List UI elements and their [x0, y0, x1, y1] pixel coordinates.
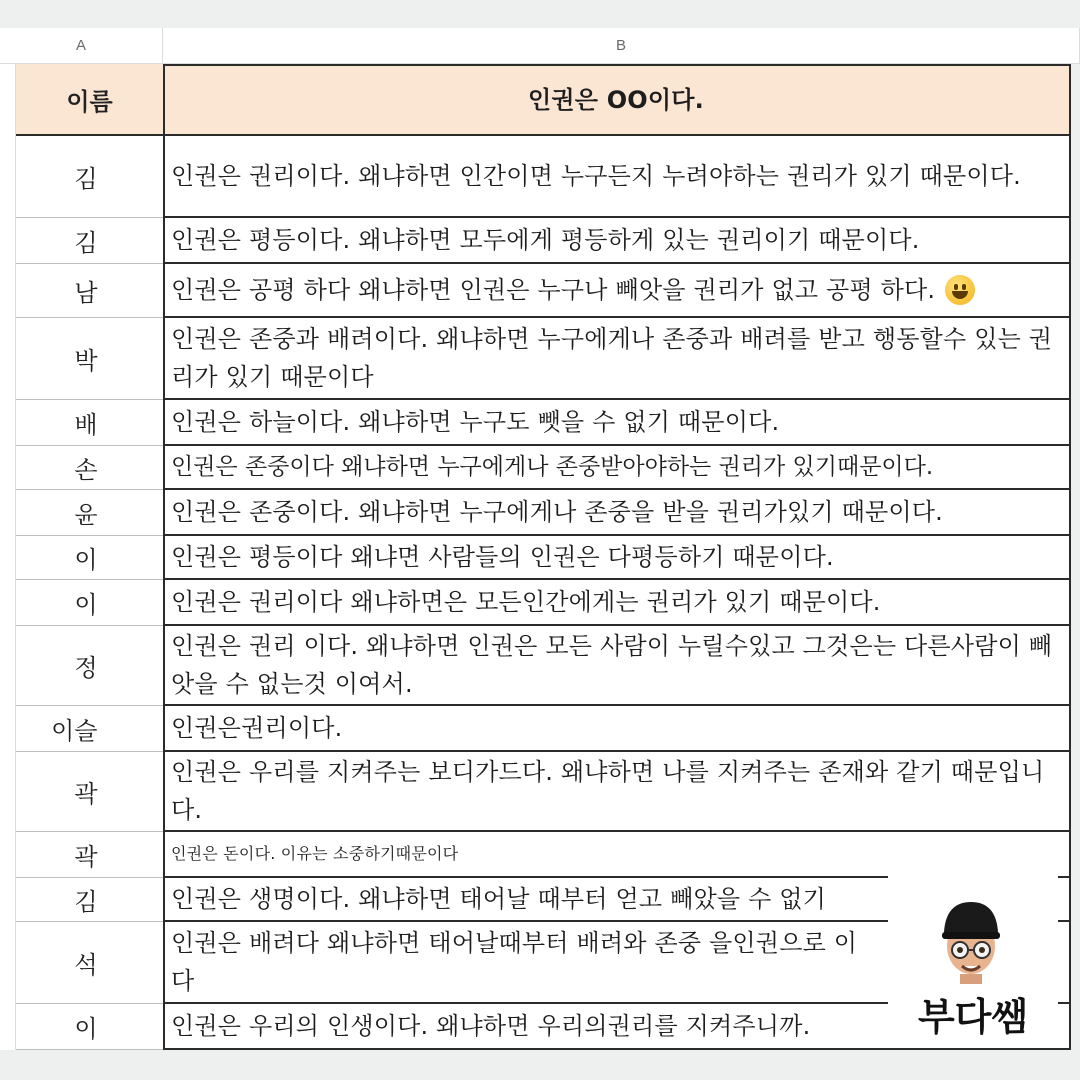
name-text: 정	[74, 654, 98, 682]
name-cell[interactable]	[16, 832, 163, 878]
name-text: 박	[74, 347, 98, 375]
grinning-face-icon	[945, 275, 975, 305]
header-row	[16, 64, 1080, 136]
bottom-strip	[0, 1050, 1080, 1080]
table-row	[16, 218, 1080, 264]
answer-cell[interactable]	[163, 218, 1071, 264]
answer-text: 인권은 우리의 인생이다. 왜냐하면 우리의권리를 지켜주니까.	[171, 1012, 811, 1040]
memoji-avatar-icon	[938, 896, 1004, 984]
answer-text: 인권은 우리를 지켜주는 보디가드다. 왜냐하면 나를 지켜주는 존재와 같기 때문입니다.	[171, 758, 1045, 824]
answer-cell[interactable]	[163, 400, 1071, 446]
answer-text: 인권은 존중이다 왜냐하면 누구에게나 존중받아야하는 권리가 있기때문이다.	[171, 454, 934, 480]
answer-text: 인권은 권리이다. 왜냐하면 인간이면 누구든지 누려야하는 권리가 있기 때문이다.	[171, 162, 1021, 190]
answer-text: 인권은 권리이다 왜냐하면은 모든인간에게는 권리가 있기 때문이다.	[171, 588, 881, 616]
column-header-b[interactable]: B	[163, 28, 1080, 64]
name-text: 석	[74, 951, 98, 979]
answer-text: 인권은권리이다.	[171, 714, 343, 742]
name-cell[interactable]	[16, 1004, 163, 1050]
name-cell[interactable]	[16, 446, 163, 490]
header-cell-answer[interactable]	[163, 64, 1071, 136]
table-row	[16, 706, 1080, 752]
answer-text: 인권은 생명이다. 왜냐하면 태어날 때부터 얻고 빼았을 수 없기	[171, 885, 827, 913]
answer-cell[interactable]	[163, 706, 1071, 752]
table-row	[16, 318, 1080, 400]
creator-badge	[888, 868, 1058, 1048]
name-cell[interactable]	[16, 400, 163, 446]
answer-text: 인권은 배려다 왜냐하면 태어날때부터 배려와 존중 을인권으로 이다	[171, 929, 858, 995]
name-cell[interactable]	[16, 536, 163, 580]
row-number-gutter	[0, 64, 16, 1052]
answer-text: 인권은 평등이다. 왜냐하면 모두에게 평등하게 있는 권리이기 때문이다.	[171, 226, 920, 254]
name-cell[interactable]	[16, 922, 163, 1004]
name-text: 이	[74, 1015, 98, 1043]
name-text: 김	[74, 229, 98, 257]
header-cell-name[interactable]	[16, 64, 163, 136]
table-row	[16, 446, 1080, 490]
answer-cell[interactable]	[163, 752, 1071, 832]
name-cell[interactable]	[16, 752, 163, 832]
name-text: 이	[74, 546, 98, 574]
header-name-text: 이름	[66, 87, 113, 116]
name-text: 이	[74, 591, 98, 619]
answer-text: 인권은 존중과 배려이다. 왜냐하면 누구에게나 존중과 배려를 받고 행동할수 있는 권리가 있기 때문이다	[171, 325, 1053, 391]
table-row	[16, 490, 1080, 536]
answer-text: 인권은 돈이다. 이유는 소중하기때문이다	[171, 844, 459, 863]
header-answer-text: 인권은 OO이다.	[528, 86, 704, 114]
name-cell[interactable]	[16, 218, 163, 264]
name-text: 김	[74, 165, 98, 193]
table-row	[16, 136, 1080, 218]
name-cell[interactable]	[16, 318, 163, 400]
name-text: 손	[74, 456, 98, 484]
name-cell[interactable]	[16, 264, 163, 318]
badge-label: 부다쌤	[917, 995, 1029, 1039]
name-cell[interactable]	[16, 878, 163, 922]
answer-cell[interactable]	[163, 446, 1071, 490]
column-header-bar	[0, 28, 1080, 64]
answer-text: 인권은 평등이다 왜냐면 사람들의 인권은 다평등하기 때문이다.	[171, 543, 834, 571]
answer-cell[interactable]	[163, 318, 1071, 400]
top-strip	[0, 0, 1080, 28]
answer-cell[interactable]	[163, 580, 1071, 626]
column-header-a[interactable]: A	[0, 28, 163, 64]
table-row	[16, 580, 1080, 626]
name-text: 곽	[74, 843, 98, 871]
name-text: 남	[74, 279, 98, 307]
answer-cell[interactable]	[163, 626, 1071, 706]
table-row	[16, 536, 1080, 580]
name-cell[interactable]	[16, 580, 163, 626]
answer-cell[interactable]	[163, 136, 1071, 218]
table-row	[16, 400, 1080, 446]
name-cell[interactable]	[16, 706, 163, 752]
name-text: 곽	[74, 780, 98, 808]
name-text: 김	[74, 888, 98, 916]
answer-text: 인권은 하늘이다. 왜냐하면 누구도 뺏을 수 없기 때문이다.	[171, 408, 780, 436]
name-text: 배	[74, 411, 98, 439]
answer-cell[interactable]	[163, 264, 1071, 318]
name-text: 윤	[74, 501, 98, 529]
name-cell[interactable]	[16, 626, 163, 706]
answer-text: 인권은 공평 하다 왜냐하면 인권은 누구나 빼앗을 권리가 없고 공평 하다.	[171, 276, 936, 304]
answer-text: 인권은 존중이다. 왜냐하면 누구에게나 존중을 받을 권리가있기 때문이다.	[171, 498, 943, 526]
answer-cell[interactable]	[163, 536, 1071, 580]
table-row	[16, 264, 1080, 318]
table-row	[16, 626, 1080, 706]
name-text: 이슬	[51, 717, 98, 745]
answer-cell[interactable]	[163, 490, 1071, 536]
table-row	[16, 752, 1080, 832]
name-cell[interactable]	[16, 490, 163, 536]
answer-text: 인권은 권리 이다. 왜냐하면 인권은 모든 사람이 누릴수있고 그것은는 다른사람이 빼앗을 수 없는것 이여서.	[171, 632, 1053, 698]
name-cell[interactable]	[16, 136, 163, 218]
